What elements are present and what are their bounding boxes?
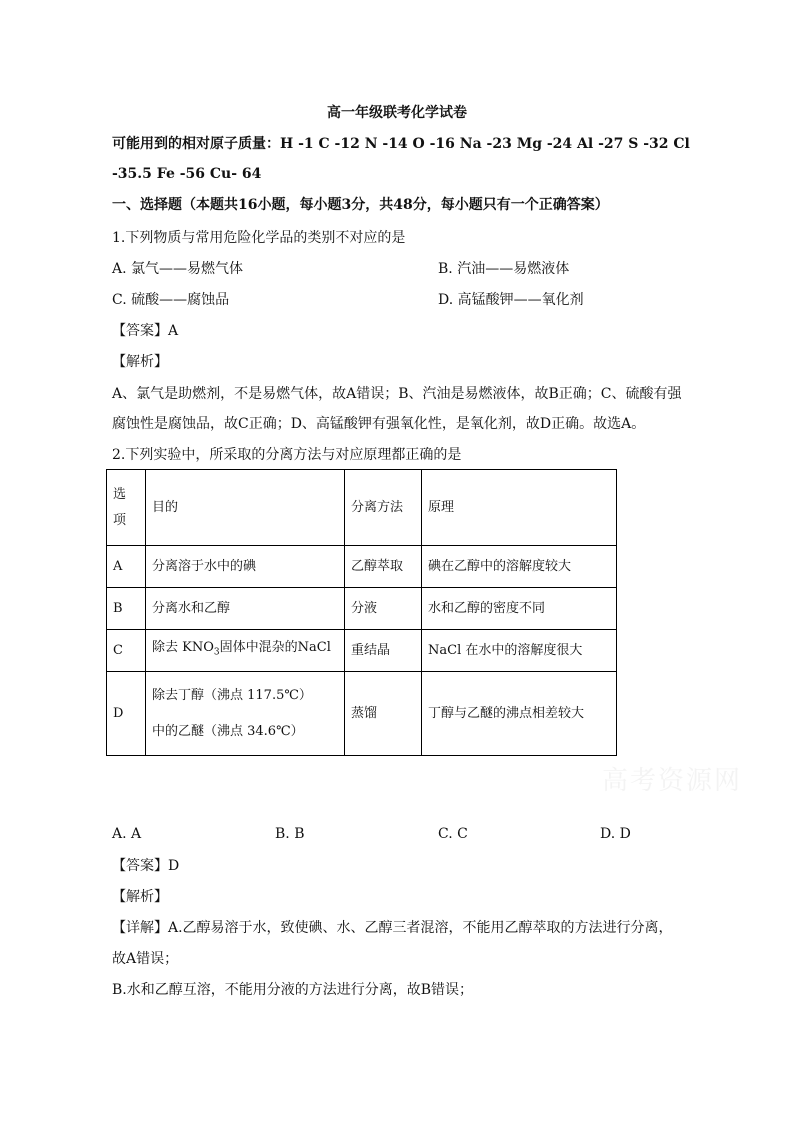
q2-option-d: D. D	[600, 826, 631, 842]
watermark: 高考资源网	[602, 766, 743, 796]
q1-option-d: D. 高锰酸钾——氧化剂	[438, 292, 584, 308]
q1-analysis-line-1: A、氯气是助燃剂，不是易燃气体，故A错误；B、汽油是易燃液体，故B正确；C、硫酸有强	[112, 386, 682, 402]
row-c-purpose-before: 除去 KNO	[152, 640, 214, 656]
row-a-purpose: 分离溶于水中的碘	[146, 546, 345, 588]
q1-option-c: C. 硫酸——腐蚀品	[112, 292, 230, 308]
q2-option-c: C. C	[438, 826, 468, 842]
table-row	[107, 588, 617, 630]
row-a-method: 乙醇萃取	[345, 546, 422, 588]
q2-detail-line-2: 故A错误；	[112, 951, 179, 967]
header-method: 分离方法	[345, 470, 422, 546]
row-a-principle: 碘在乙醇中的溶解度较大	[422, 546, 617, 588]
header-purpose: 目的	[146, 470, 345, 546]
row-c-purpose	[146, 630, 345, 672]
q1-analysis-label: 【解析】	[112, 354, 168, 370]
table-row	[107, 672, 617, 756]
header-principle: 原理	[422, 470, 617, 546]
row-d-option: D	[107, 672, 146, 756]
row-d-purpose-line-2: 中的乙醚（沸点 34.6℃）	[152, 723, 304, 739]
row-c-method: 重结晶	[345, 630, 422, 672]
q2-detail-line-3: B.水和乙醇互溶，不能用分液的方法进行分离，故B错误；	[112, 982, 474, 998]
atomic-masses-line-1: 可能用到的相对原子质量：H -1 C -12 N -14 O -16 Na -23 Mg -24 Al -27 S -32 Cl	[112, 136, 690, 152]
row-c-principle: NaCl 在水中的溶解度很大	[422, 630, 617, 672]
table-row	[107, 546, 617, 588]
q2-option-b: B. B	[275, 826, 305, 842]
row-b-purpose: 分离水和乙醇	[146, 588, 345, 630]
table-row	[107, 630, 617, 672]
page-title: 高一年级联考化学试卷	[327, 105, 467, 121]
row-a-option: A	[107, 546, 146, 588]
row-b-principle: 水和乙醇的密度不同	[422, 588, 617, 630]
row-d-principle: 丁醇与乙醚的沸点相差较大	[422, 672, 617, 756]
header-option-line-1: 选	[113, 486, 127, 502]
row-d-method: 蒸馏	[345, 672, 422, 756]
row-c-purpose-subscript: 3	[213, 647, 220, 658]
q1-answer: 【答案】A	[112, 323, 179, 339]
q1-option-b: B. 汽油——易燃液体	[438, 261, 570, 277]
row-b-option: B	[107, 588, 146, 630]
q2-stem: 2.下列实验中，所采取的分离方法与对应原理都正确的是	[112, 447, 462, 463]
header-option-line-2: 项	[113, 512, 127, 528]
q1-option-a: A. 氯气——易燃气体	[112, 261, 244, 277]
table-header-row	[107, 470, 617, 546]
row-c-option: C	[107, 630, 146, 672]
separation-table	[106, 469, 617, 756]
atomic-masses-line-2: -35.5 Fe -56 Cu- 64	[112, 166, 262, 182]
row-d-purpose-line-1: 除去丁醇（沸点 117.5℃）	[152, 687, 312, 703]
section-header: 一、选择题（本题共16小题，每小题3分，共48分，每小题只有一个正确答案）	[112, 197, 609, 213]
row-b-method: 分液	[345, 588, 422, 630]
q2-analysis-label: 【解析】	[112, 889, 168, 905]
q1-analysis-line-2: 腐蚀性是腐蚀品，故C正确；D、高锰酸钾有强氧化性，是氧化剂，故D正确。故选A。	[112, 416, 646, 432]
q1-stem: 1.下列物质与常用危险化学品的类别不对应的是	[112, 230, 406, 246]
q2-answer: 【答案】D	[112, 858, 180, 874]
q2-option-a: A. A	[112, 826, 142, 842]
q2-detail-line-1: 【详解】A.乙醇易溶于水，致使碘、水、乙醇三者混溶，不能用乙醇萃取的方法进行分离，	[112, 920, 673, 936]
row-d-purpose	[146, 672, 345, 756]
row-c-purpose-after: 固体中混杂的NaCl	[219, 640, 331, 656]
header-option	[107, 470, 146, 546]
